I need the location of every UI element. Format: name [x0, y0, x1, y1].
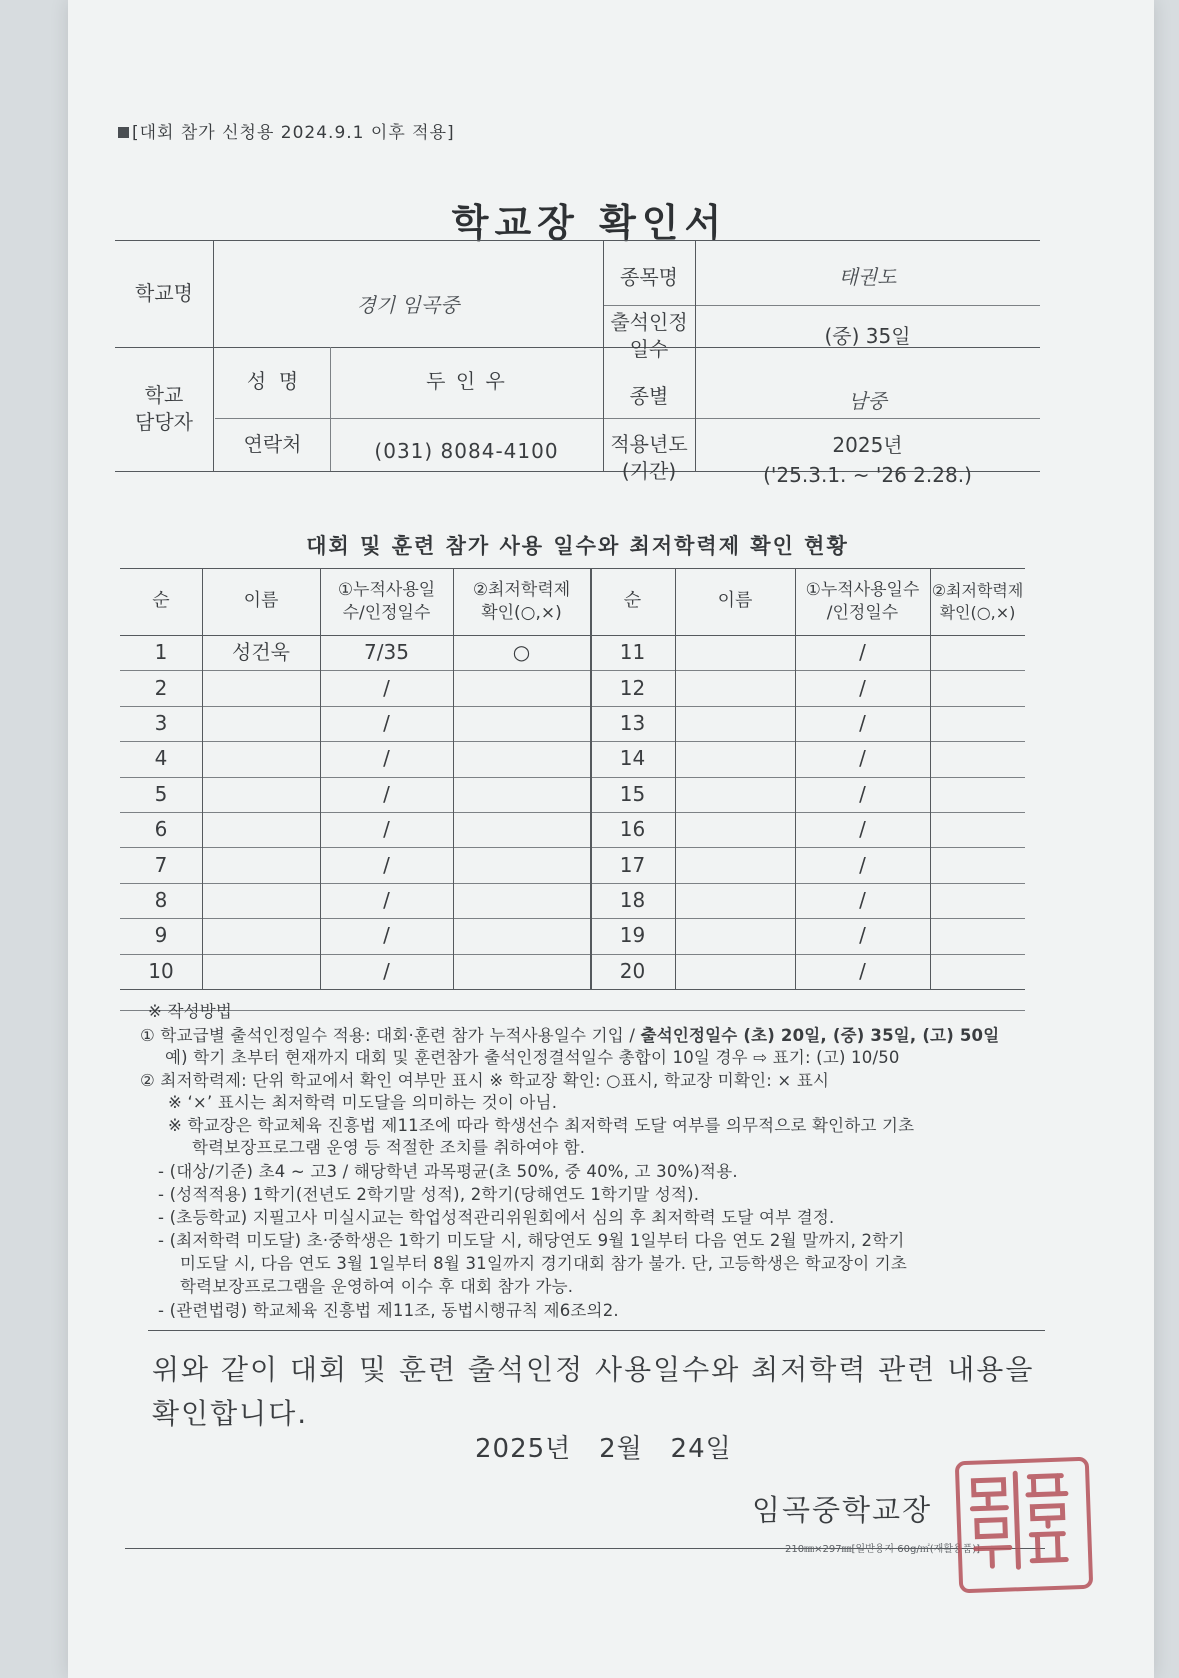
row-13-check — [930, 706, 1025, 741]
sport-label: 종목명 — [620, 265, 678, 289]
confirmation-line-2: 확인합니다. — [152, 1397, 309, 1430]
header-days-2: ①누적사용일수 /인정일수 — [805, 579, 920, 623]
row-5-name — [202, 777, 320, 812]
instruction-line-13: - (관련법령) 학교체육 진흥법 제11조, 동법시행규칙 제6조의2. — [158, 1301, 619, 1320]
row-3-days: / — [383, 710, 390, 735]
row-8-name — [202, 883, 320, 918]
row-13-no: 13 — [619, 710, 646, 735]
row-18-days: / — [859, 887, 866, 912]
row-8-days: / — [383, 887, 390, 912]
row-2-no: 2 — [154, 675, 168, 700]
section-title: 대회 및 훈련 참가 사용 일수와 최저학력제 확인 현황 — [306, 533, 849, 558]
category-value: 남중 — [848, 388, 887, 413]
school-name-label: 학교명 — [135, 281, 193, 305]
row-10-name — [202, 954, 320, 989]
sport-value: 태권도 — [838, 265, 897, 289]
row-20-no: 20 — [619, 958, 646, 983]
row-5-check — [453, 777, 590, 812]
row-15-no: 15 — [619, 781, 646, 806]
row-1-name: 성건욱 — [232, 640, 290, 665]
row-18-no: 18 — [619, 887, 646, 912]
row-7-days: / — [383, 852, 390, 877]
contact-group-label: 학교 담당자 — [135, 383, 193, 434]
footer-spec: 210㎜×297㎜[일반용지 60g/㎡(재활용품)] — [785, 1544, 981, 1555]
instruction-line-8: - (성적적용) 1학기(전년도 2학기말 성적), 2학기(당해연도 1학기말 성적). — [158, 1185, 700, 1204]
row-13-days: / — [859, 710, 866, 735]
row-1-check: ○ — [512, 640, 531, 665]
row-11-no: 11 — [619, 640, 646, 665]
row-9-days: / — [383, 923, 390, 948]
attendance-days-value: (중) 35일 — [824, 323, 911, 348]
year-value: 2025년 — [832, 432, 903, 457]
instruction-line-6: 학력보장프로그램 운영 등 적절한 조치를 취하여야 함. — [192, 1138, 586, 1157]
instructions-heading: ※ 작성방법 — [148, 1002, 233, 1021]
row-20-name — [675, 954, 795, 989]
contact-name-value: 두 인 우 — [426, 368, 507, 393]
row-6-name — [202, 812, 320, 847]
row-4-check — [453, 741, 590, 776]
row-2-check — [453, 670, 590, 705]
instruction-line-1: ① 학교급별 출석인정일수 적용: 대회·훈련 참가 누적사용일수 기입 / 출석인정일수 (초) 20일, (중) 35일, (고) 50일 — [140, 1026, 1000, 1045]
row-16-days: / — [859, 817, 866, 842]
row-3-no: 3 — [154, 710, 168, 735]
row-17-name — [675, 847, 795, 882]
row-16-no: 16 — [619, 817, 646, 842]
header-no-2: 순 — [623, 590, 642, 612]
row-6-no: 6 — [154, 817, 168, 842]
row-18-name — [675, 883, 795, 918]
row-11-name — [675, 635, 795, 670]
row-19-check — [930, 918, 1025, 953]
header-name: 이름 — [243, 590, 279, 612]
period-value: ('25.3.1. ~ '26 2.28.) — [763, 462, 972, 487]
instruction-line-2: 예) 학기 초부터 현재까지 대회 및 훈련참가 출석인정결석일수 총합이 10일 경우 ⇨ 표기: (고) 10/50 — [165, 1048, 900, 1067]
row-18-check — [930, 883, 1025, 918]
phone-label: 연락처 — [243, 432, 302, 456]
row-6-days: / — [383, 817, 390, 842]
row-12-name — [675, 670, 795, 705]
instruction-line-9: - (초등학교) 지필고사 미실시교는 학업성적관리위원회에서 심의 후 최저학력 도달 여부 결정. — [158, 1208, 835, 1227]
instruction-line-4: ※ ‘×’ 표시는 최저학력 미도달을 의미하는 것이 아님. — [168, 1093, 558, 1112]
header-no: 순 — [152, 590, 170, 612]
instruction-line-10: - (최저학력 미도달) 초·중학생은 1학기 미도달 시, 해당연도 9월 1일부터 다음 연도 2월 말까지, 2학기 — [158, 1231, 905, 1250]
year-label: 적용년도 (기간) — [610, 431, 688, 483]
row-1-days: 7/35 — [364, 640, 409, 665]
row-17-check — [930, 847, 1025, 882]
row-9-check — [453, 918, 590, 953]
instruction-line-5: ※ 학교장은 학교체육 진흥법 제11조에 따라 학생선수 최저학력 도달 여부를 의무적으로 확인하고 기초 — [168, 1116, 915, 1135]
row-12-days: / — [859, 675, 866, 700]
row-14-days: / — [859, 746, 866, 771]
school-seal — [955, 1457, 1094, 1594]
row-20-days: / — [859, 958, 866, 983]
instruction-line-7: - (대상/기준) 초4 ~ 고3 / 해당학년 과목평균(초 50%, 중 40%, 고 30%)적용. — [158, 1162, 738, 1181]
row-12-check — [930, 670, 1025, 705]
row-15-days: / — [859, 781, 866, 806]
attendance-days-label: 출석인정 일수 — [610, 310, 688, 361]
row-17-no: 17 — [619, 852, 646, 877]
header-note: [대회 참가 신청용 2024.9.1 이후 적용] — [118, 118, 455, 143]
row-15-check — [930, 777, 1025, 812]
row-2-name — [202, 670, 320, 705]
row-17-days: / — [859, 852, 866, 877]
row-8-check — [453, 883, 590, 918]
contact-name-label: 성 명 — [246, 368, 299, 393]
row-9-name — [202, 918, 320, 953]
row-7-check — [453, 847, 590, 882]
header-days: ①누적사용일 수/인정일수 — [337, 579, 436, 623]
row-20-check — [930, 954, 1025, 989]
row-8-no: 8 — [154, 887, 168, 912]
category-label: 종별 — [629, 383, 669, 408]
row-4-days: / — [383, 746, 390, 771]
document-date: 2025년 2월 24일 — [475, 1434, 732, 1464]
row-10-check — [453, 954, 590, 989]
row-19-no: 19 — [619, 923, 646, 948]
row-19-name — [675, 918, 795, 953]
row-5-no: 5 — [154, 781, 168, 806]
row-14-name — [675, 741, 795, 776]
row-7-no: 7 — [154, 852, 168, 877]
row-16-check — [930, 812, 1025, 847]
row-19-days: / — [859, 923, 866, 948]
instruction-line-11: 미도달 시, 다음 연도 3월 1일부터 8월 31일까지 경기대회 참가 불가. 단, 고등학생은 학교장이 기초 — [180, 1254, 908, 1273]
confirmation-line-1: 위와 같이 대회 및 훈련 출석인정 사용일수와 최저학력 관련 내용을 — [152, 1353, 1035, 1386]
instruction-line-12: 학력보장프로그램을 운영하여 이수 후 대회 참가 가능. — [180, 1277, 574, 1296]
row-4-no: 4 — [154, 746, 168, 771]
row-4-name — [202, 741, 320, 776]
row-6-check — [453, 812, 590, 847]
header-check-2: ②최저학력제 확인(○,×) — [931, 580, 1024, 622]
row-14-no: 14 — [619, 746, 646, 771]
school-name-value: 경기 임곡중 — [356, 292, 460, 317]
row-2-days: / — [383, 675, 390, 700]
row-16-name — [675, 812, 795, 847]
row-15-name — [675, 777, 795, 812]
row-10-days: / — [383, 958, 390, 983]
row-11-check — [930, 635, 1025, 670]
row-14-check — [930, 741, 1025, 776]
row-12-no: 12 — [619, 675, 646, 700]
instruction-line-3: ② 최저학력제: 단위 학교에서 확인 여부만 표시 ※ 학교장 확인: ○표시, 학교장 미확인: × 표시 — [140, 1071, 830, 1090]
principal-name: 임곡중학교장 — [752, 1493, 933, 1527]
row-5-days: / — [383, 781, 390, 806]
header-check: ②최저학력제 확인(○,×) — [472, 579, 571, 623]
phone-value: (031) 8084-4100 — [374, 439, 559, 463]
row-11-days: / — [859, 640, 866, 665]
row-9-no: 9 — [154, 923, 168, 948]
row-13-name — [675, 706, 795, 741]
row-1-no: 1 — [154, 640, 168, 665]
row-3-check — [453, 706, 590, 741]
document-title: 학교장 확인서 — [451, 201, 728, 245]
row-3-name — [202, 706, 320, 741]
header-name-2: 이름 — [717, 590, 753, 612]
row-7-name — [202, 847, 320, 882]
row-10-no: 10 — [148, 958, 174, 983]
